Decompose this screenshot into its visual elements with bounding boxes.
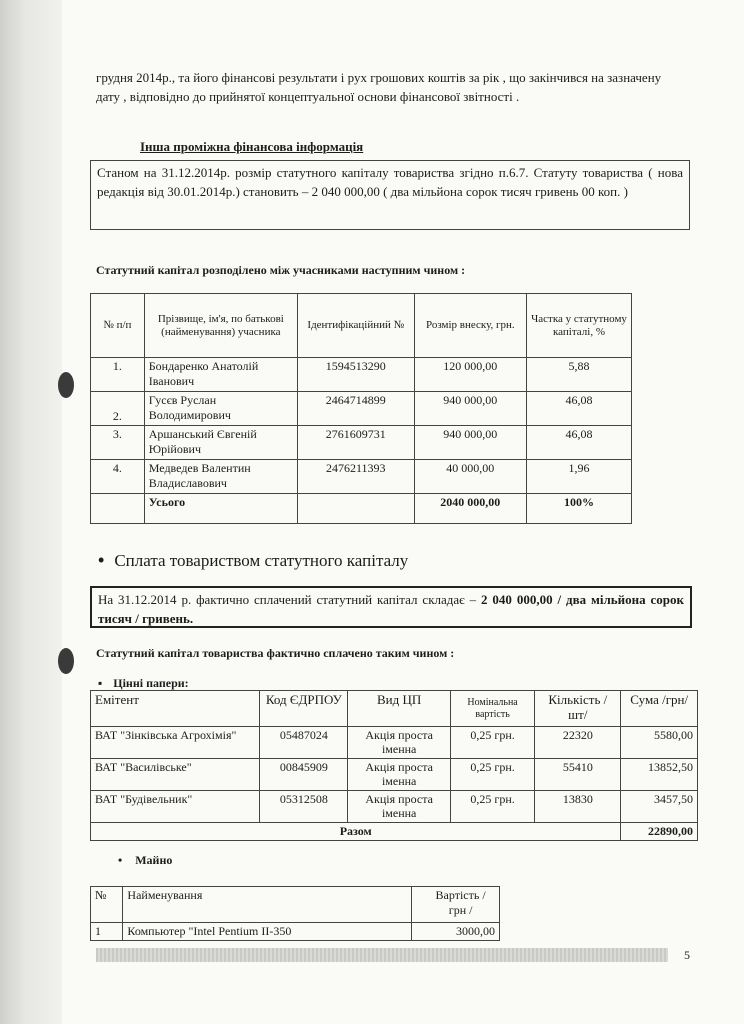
cell-share: 46,08 xyxy=(527,426,632,460)
cell-total-label: Усього xyxy=(144,494,297,524)
cell-nominal: 0,25 грн. xyxy=(450,791,534,823)
col-header-share: Частка у статутному капіталі, % xyxy=(527,294,632,358)
col-header-number: № п/п xyxy=(91,294,145,358)
paid-capital-box xyxy=(90,586,692,628)
participants-header-row xyxy=(91,294,632,358)
square-bullet-icon: ▪ xyxy=(98,676,103,690)
intro-line-2: дату , відповідно до прийнятої концептуальної основи фінансової звітності . xyxy=(96,89,520,104)
intro-line-1: грудня 2014р., та його фінансові результати і рух грошових коштів за рік , що закінчився на зазначену xyxy=(96,70,662,85)
total-row xyxy=(91,494,632,524)
participants-table xyxy=(90,293,632,524)
intro-paragraph xyxy=(96,68,696,106)
cell-contribution: 940 000,00 xyxy=(414,392,526,426)
col-header-code: Код ЄДРПОУ xyxy=(260,691,348,727)
cell-contribution: 40 000,00 xyxy=(414,460,526,494)
cell-total-number xyxy=(91,494,145,524)
cell-total-contribution: 2040 000,00 xyxy=(414,494,526,524)
cell-nominal: 0,25 грн. xyxy=(450,759,534,791)
capital-statement-box xyxy=(90,160,690,230)
cell-sum: 5580,00 xyxy=(621,727,698,759)
cell-sum: 3457,50 xyxy=(621,791,698,823)
cell-issuer: ВАТ "Василівське" xyxy=(91,759,260,791)
cell-total-id xyxy=(297,494,414,524)
property-header-row xyxy=(91,887,500,923)
table-row xyxy=(91,426,632,460)
cell-issuer: ВАТ "Будівельник" xyxy=(91,791,260,823)
cell-type: Акція проста іменна xyxy=(348,759,451,791)
cell-quantity: 55410 xyxy=(535,759,621,791)
punch-hole xyxy=(58,372,74,398)
table-row xyxy=(91,791,698,823)
paid-capital-amount: 2 040 000,00 / два мільйона сорок тисяч / гривень. xyxy=(98,592,684,626)
table-row xyxy=(91,460,632,494)
col-header-id: Ідентифікаційний № xyxy=(297,294,414,358)
cell-issuer: ВАТ "Зінківська Агрохімія" xyxy=(91,727,260,759)
cell-id: 2464714899 xyxy=(297,392,414,426)
cell-share: 5,88 xyxy=(527,358,632,392)
property-label-text: Майно xyxy=(135,853,173,867)
col-header-sum: Сума /грн/ xyxy=(621,691,698,727)
page-number: 5 xyxy=(684,948,690,962)
securities-label xyxy=(98,676,189,691)
cell-type: Акція проста іменна xyxy=(348,791,451,823)
participants-heading: Статутний капітал розподілено між учасниками наступним чином : xyxy=(96,263,466,277)
col-header-type: Вид ЦП xyxy=(348,691,451,727)
col-header-value: Вартість / грн / xyxy=(412,887,500,923)
total-row xyxy=(91,823,698,841)
cell-contribution: 120 000,00 xyxy=(414,358,526,392)
cell-id: 2761609731 xyxy=(297,426,414,460)
property-label xyxy=(118,853,172,868)
cell-id: 2476211393 xyxy=(297,460,414,494)
section-title-other-info: Інша проміжна фінансова інформація xyxy=(140,139,364,154)
bullet-icon: • xyxy=(98,550,105,570)
cell-share: 1,96 xyxy=(527,460,632,494)
cell-code: 00845909 xyxy=(260,759,348,791)
cell-contribution: 940 000,00 xyxy=(414,426,526,460)
bullet-icon: • xyxy=(118,853,123,867)
cell-number: 1 xyxy=(91,923,123,941)
cell-total-value: 22890,00 xyxy=(621,823,698,841)
col-header-number: № xyxy=(91,887,123,923)
cell-id: 1594513290 xyxy=(297,358,414,392)
cell-code: 05487024 xyxy=(260,727,348,759)
cell-share: 46,08 xyxy=(527,392,632,426)
cell-total-share: 100% xyxy=(527,494,632,524)
section-title-capital-payment xyxy=(98,550,408,571)
cell-value: 3000,00 xyxy=(412,923,500,941)
table-row xyxy=(91,392,632,426)
cell-item: Компьютер "Intel Pentium II-350 xyxy=(123,923,412,941)
cell-total-label: Разом xyxy=(91,823,621,841)
col-header-item: Найменування xyxy=(123,887,412,923)
paid-capital-text: На 31.12.2014 р. фактично сплачений статутний капітал складає – xyxy=(98,592,477,607)
cell-number: 1. xyxy=(91,358,145,392)
col-header-contribution: Розмір внеску, грн. xyxy=(414,294,526,358)
paid-structure-heading: Статутний капітал товариства фактично сплачено таким чином : xyxy=(96,646,455,660)
cell-nominal: 0,25 грн. xyxy=(450,727,534,759)
col-header-issuer: Емітент xyxy=(91,691,260,727)
cell-name: Гусєв Руслан Володимирович xyxy=(144,392,297,426)
property-table xyxy=(90,886,500,941)
cell-number: 3. xyxy=(91,426,145,460)
securities-header-row xyxy=(91,691,698,727)
table-row xyxy=(91,727,698,759)
col-header-name: Прізвище, ім'я, по батькові (найменування) учасника xyxy=(144,294,297,358)
securities-table xyxy=(90,690,698,841)
col-header-quantity: Кількість /шт/ xyxy=(535,691,621,727)
cell-quantity: 22320 xyxy=(535,727,621,759)
securities-label-text: Цінні папери: xyxy=(113,676,189,690)
cell-name: Аршанський Євгеній Юрійович xyxy=(144,426,297,460)
cell-quantity: 13830 xyxy=(535,791,621,823)
cell-code: 05312508 xyxy=(260,791,348,823)
cell-name: Бондаренко Анатолій Іванович xyxy=(144,358,297,392)
col-header-nominal: Номінальна вартість xyxy=(450,691,534,727)
table-row xyxy=(91,923,500,941)
binding-edge xyxy=(0,0,62,1024)
table-row xyxy=(91,358,632,392)
table-row xyxy=(91,759,698,791)
cell-number: 2. xyxy=(91,392,145,426)
cell-sum: 13852,50 xyxy=(621,759,698,791)
capital-statement-text: Станом на 31.12.2014р. розмір статутного капіталу товариства згідно п.6.7. Статуту товариства ( нова редакція від 30.01.2014р.) становить – 2 040 000,00 ( два мільйона сорок тисяч гривень 00 коп. ) xyxy=(97,165,683,199)
cell-name: Медведев Валентин Владиславович xyxy=(144,460,297,494)
page-footer-bar xyxy=(96,948,668,962)
cell-type: Акція проста іменна xyxy=(348,727,451,759)
section-title-text: Сплата товариством статутного капіталу xyxy=(114,551,409,570)
punch-hole xyxy=(58,648,74,674)
cell-number: 4. xyxy=(91,460,145,494)
